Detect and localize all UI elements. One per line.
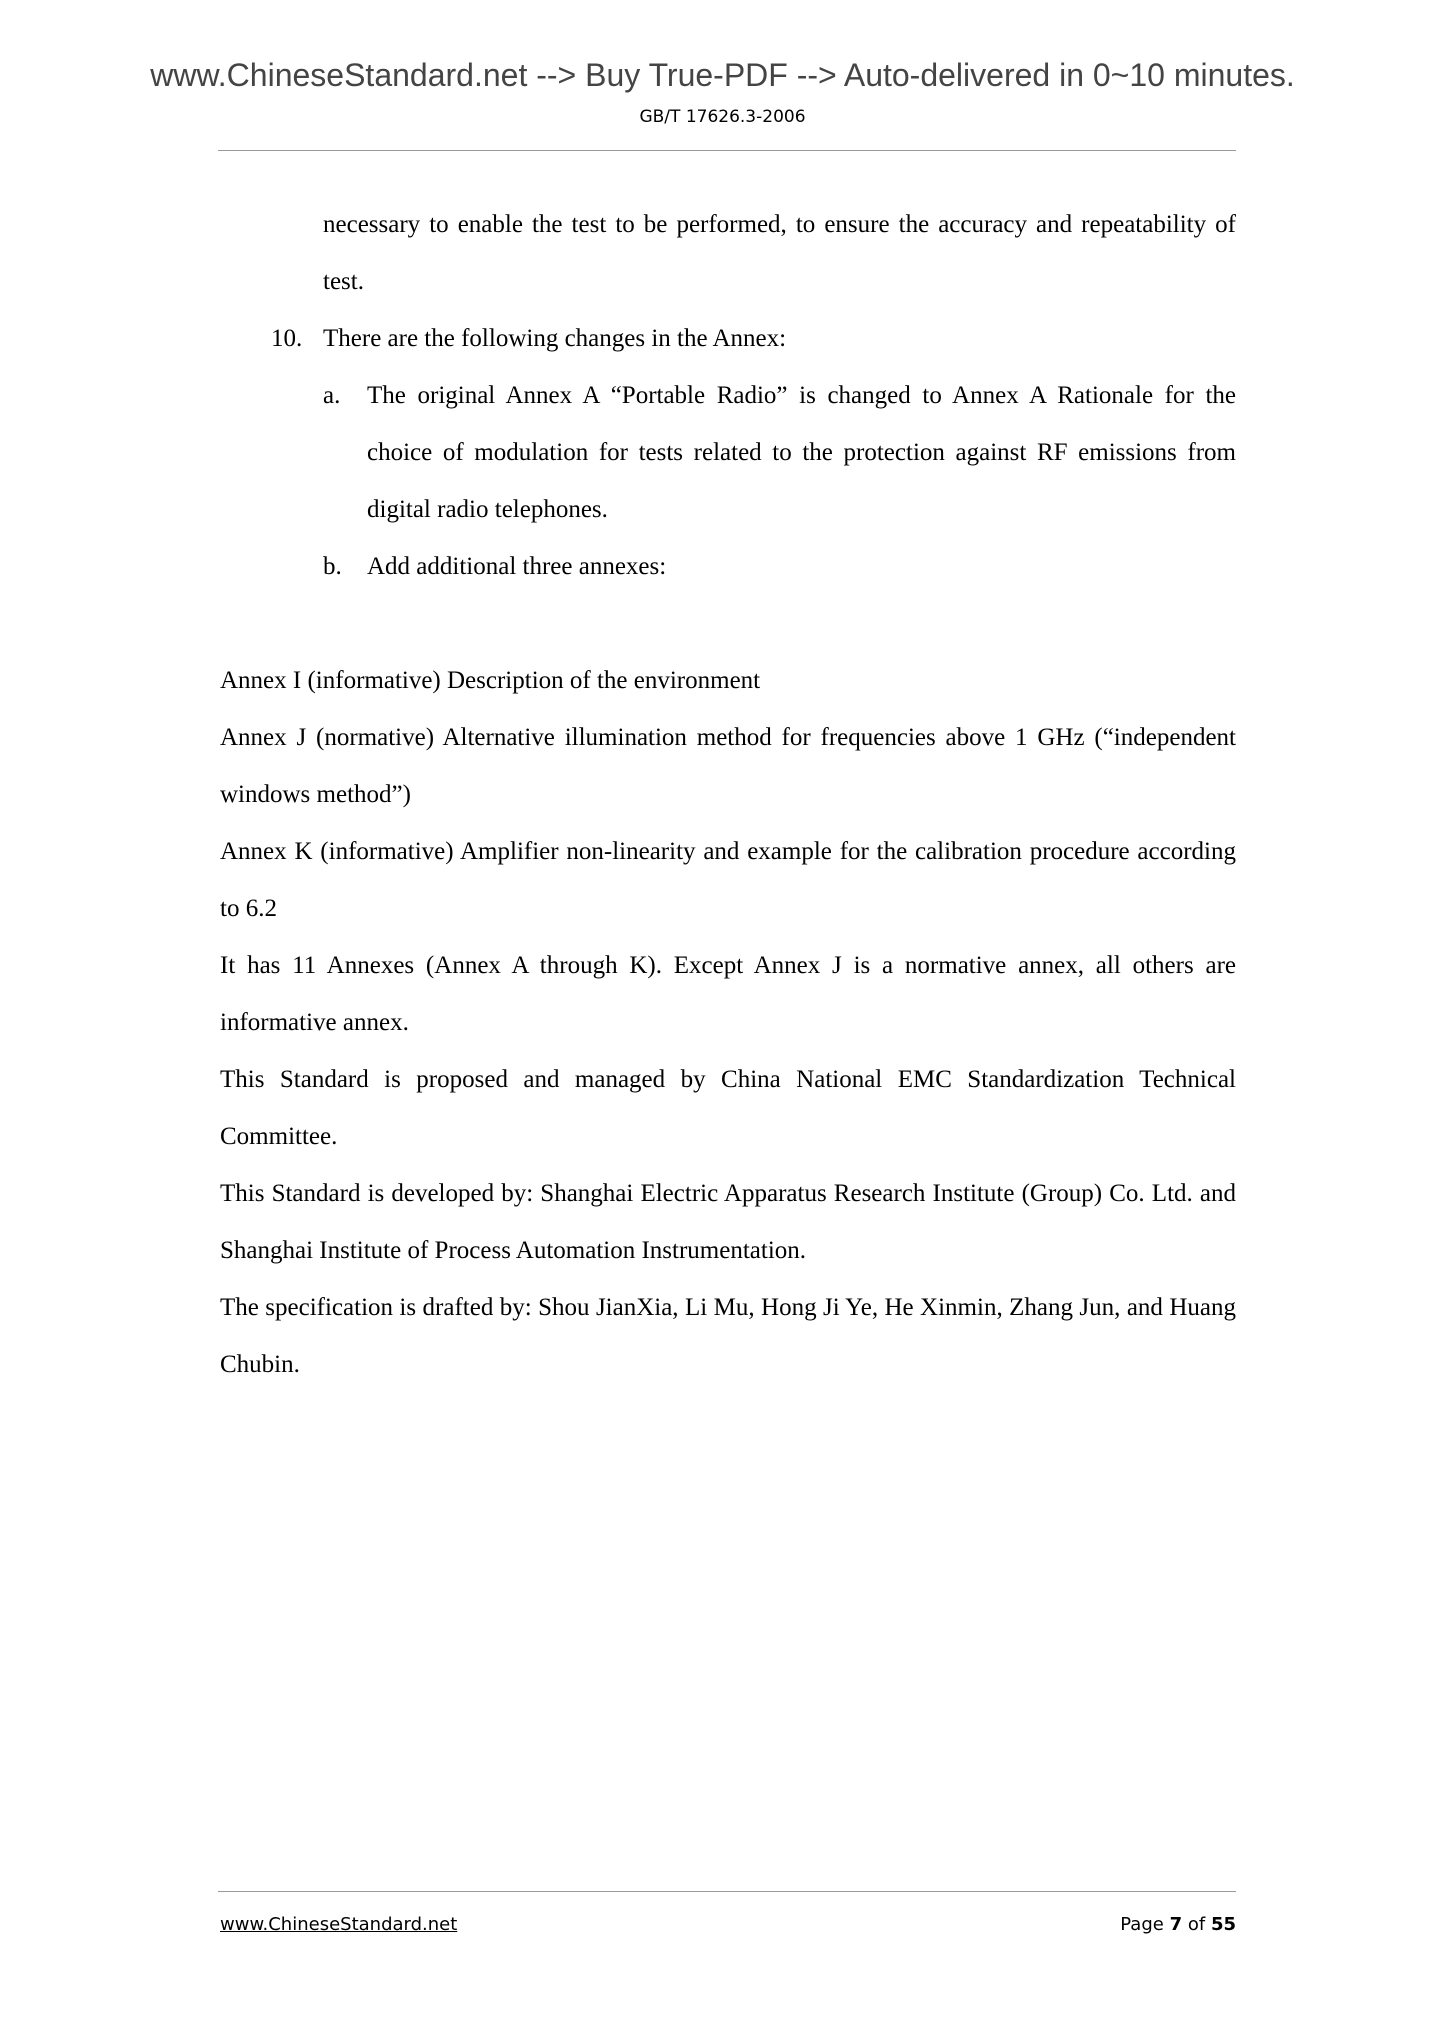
annex-i-line: Annex I (informative) Description of the environment xyxy=(220,667,761,694)
page-of: of xyxy=(1187,1914,1206,1935)
footer-website-link[interactable]: www.ChineseStandard.net xyxy=(220,1914,458,1935)
developed-by-paragraph: This Standard is developed by: Shanghai Electric Apparatus Research Institute (Group) Co. Ltd. and Shanghai Institute of Process Automation Instrumentation. xyxy=(220,1180,1236,1264)
sublist-item-a: The original Annex A “Portable Radio” is changed to Annex A Rationale for the choice of modulation for tests related to the protection against RF emissions from digital radio telephones. xyxy=(367,382,1236,523)
drafted-by-paragraph: The specification is drafted by: Shou JianXia, Li Mu, Hong Ji Ye, He Xinmin, Zhang Jun, and Huang Chubin. xyxy=(220,1294,1236,1378)
page-number xyxy=(1120,1913,1236,1937)
sublist-marker-a: a. xyxy=(323,382,341,409)
sublist-marker-b: b. xyxy=(323,553,342,580)
annex-j-line: Annex J (normative) Alternative illumination method for frequencies above 1 GHz (“independent windows method”) xyxy=(220,724,1236,808)
promo-banner: www.ChineseStandard.net --> Buy True-PDF --> Auto-delivered in 0~10 minutes. xyxy=(150,57,1295,93)
footer-divider xyxy=(218,1891,1236,1892)
list-item-10: There are the following changes in the Annex: xyxy=(323,325,787,352)
sublist-item-b: Add additional three annexes: xyxy=(367,553,667,580)
list-number-10: 10. xyxy=(271,325,303,352)
proposed-by-paragraph: This Standard is proposed and managed by China National EMC Standardization Technical Committee. xyxy=(220,1066,1236,1150)
standard-code: GB/T 17626.3-2006 xyxy=(639,107,806,127)
page-current: 7 xyxy=(1169,1914,1183,1935)
page-prefix: Page xyxy=(1120,1914,1164,1935)
annex-k-line: Annex K (informative) Amplifier non-linearity and example for the calibration procedure according to 6.2 xyxy=(220,838,1236,922)
continuation-paragraph: necessary to enable the test to be performed, to ensure the accuracy and repeatability of test. xyxy=(323,211,1236,295)
annex-count-paragraph: It has 11 Annexes (Annex A through K). Except Annex J is a normative annex, all others are informative annex. xyxy=(220,952,1236,1036)
page-total: 55 xyxy=(1210,1914,1236,1935)
header-divider xyxy=(218,150,1236,151)
